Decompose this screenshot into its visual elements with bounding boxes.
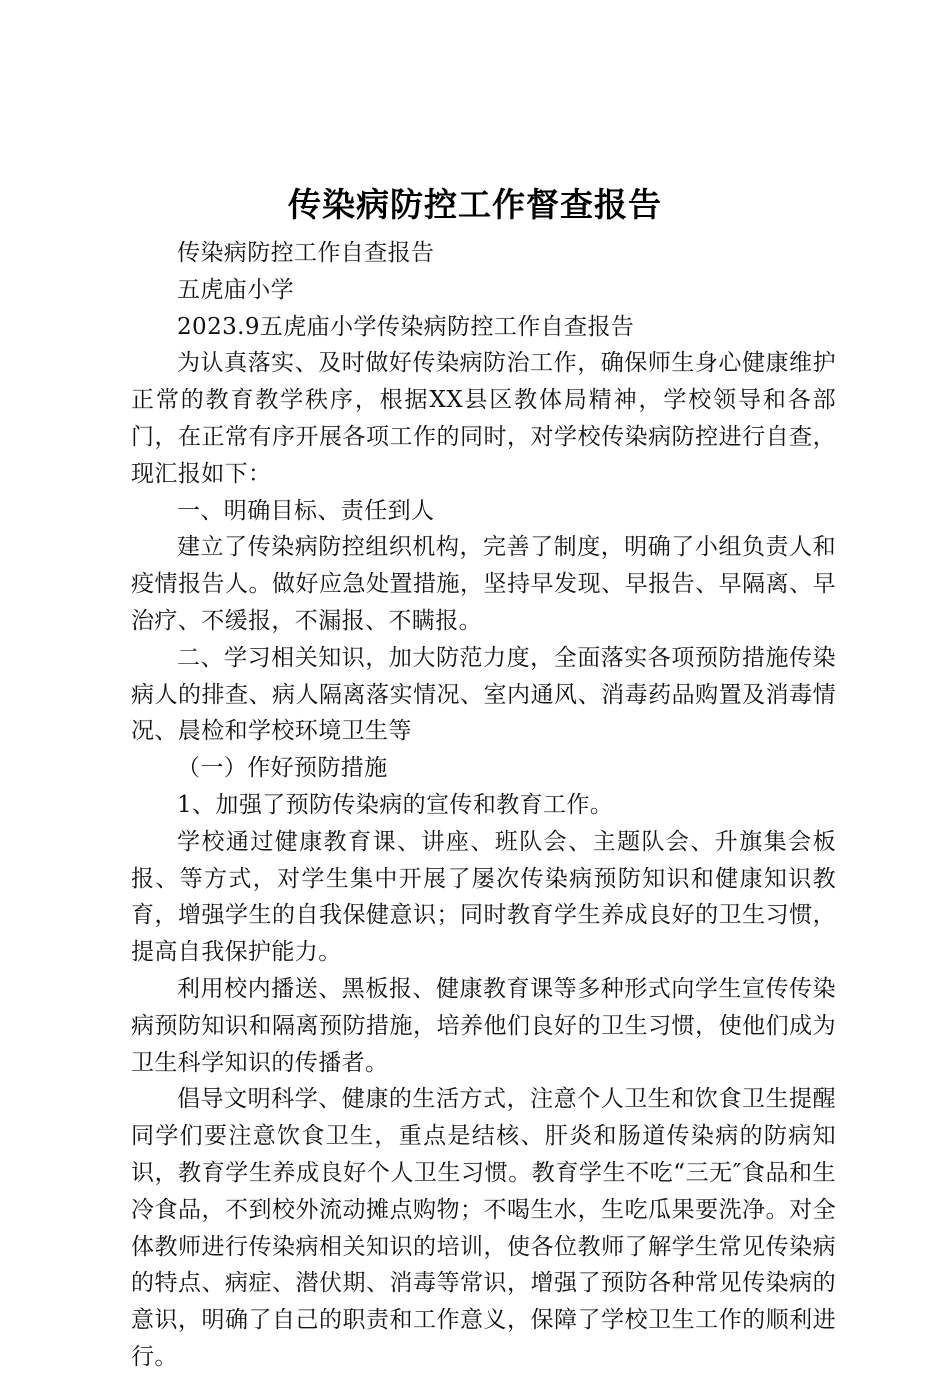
section-heading-1: 一、明确目标、责任到人 (177, 497, 435, 524)
document-title: 传染病防控工作督查报告 (288, 185, 662, 224)
paragraph-subtitle: 传染病防控工作自查报告 (177, 240, 435, 266)
paragraph-intro: 为认真落实、及时做好传染病防治工作，确保师生身心健康维护正常的教育教学秩序，根据XX县区教体局精神，学校领导和各部门，在正常有序开展各项工作的同时，对学校传染病防控进行自查，现汇报如下： (131, 350, 836, 487)
document-body (131, 235, 836, 1376)
item-heading-1: 1、加强了预防传染病的宣传和教育工作。 (177, 791, 614, 818)
paragraph-school-name: 五虎庙小学 (177, 276, 294, 303)
subsection-heading-1: （一）作好预防措施 (177, 755, 388, 782)
paragraph-organization: 建立了传染病防控组织机构，完善了制度，明确了小组负责人和疫情报告人。做好应急处置措施，坚持早发现、早报告、早隔离、早治疗、不缓报，不漏报、不瞒报。 (131, 534, 836, 634)
paragraph-publicity: 利用校内播送、黑板报、健康教育课等多种形式向学生宣传传染病预防知识和隔离预防措施，培养他们良好的卫生习惯，使他们成为卫生科学知识的传播者。 (131, 975, 836, 1076)
section-heading-2: 二、学习相关知识，加大防范力度，全面落实各项预防措施传染病人的排查、病人隔离落实情况、室内通风、消毒药品购置及消毒情况、晨检和学校环境卫生等 (131, 644, 836, 745)
paragraph-report-date: 2023.9五虎庙小学传染病防控工作自查报告 (177, 313, 635, 340)
paragraph-education: 学校通过健康教育课、讲座、班队会、主题队会、升旗集会板报、等方式，对学生集中开展了屡次传染病预防知识和健康知识教育，增强学生的自我保健意识；同时教育学生养成良好的卫生习惯，提高自我保护能力。 (131, 828, 836, 966)
paragraph-lifestyle: 倡导文明科学、健康的生活方式，注意个人卫生和饮食卫生提醒同学们要注意饮食卫生，重点是结核、肝炎和肠道传染病的防病知识，教育学生养成良好个人卫生习惯。教育学生不吃“三无″食品和生冷食品，不到校外流动摊点购物；不喝生水，生吃瓜果要洗净。对全体教师进行传染病相关知识的培训，使各位教师了解学生常见传染病的特点、病症、潜伏期、消毒等常识，增强了预防各种常见传染病的意识，明确了自己的职责和工作意义，保障了学校卫生工作的顺利进行。 (131, 1086, 836, 1370)
